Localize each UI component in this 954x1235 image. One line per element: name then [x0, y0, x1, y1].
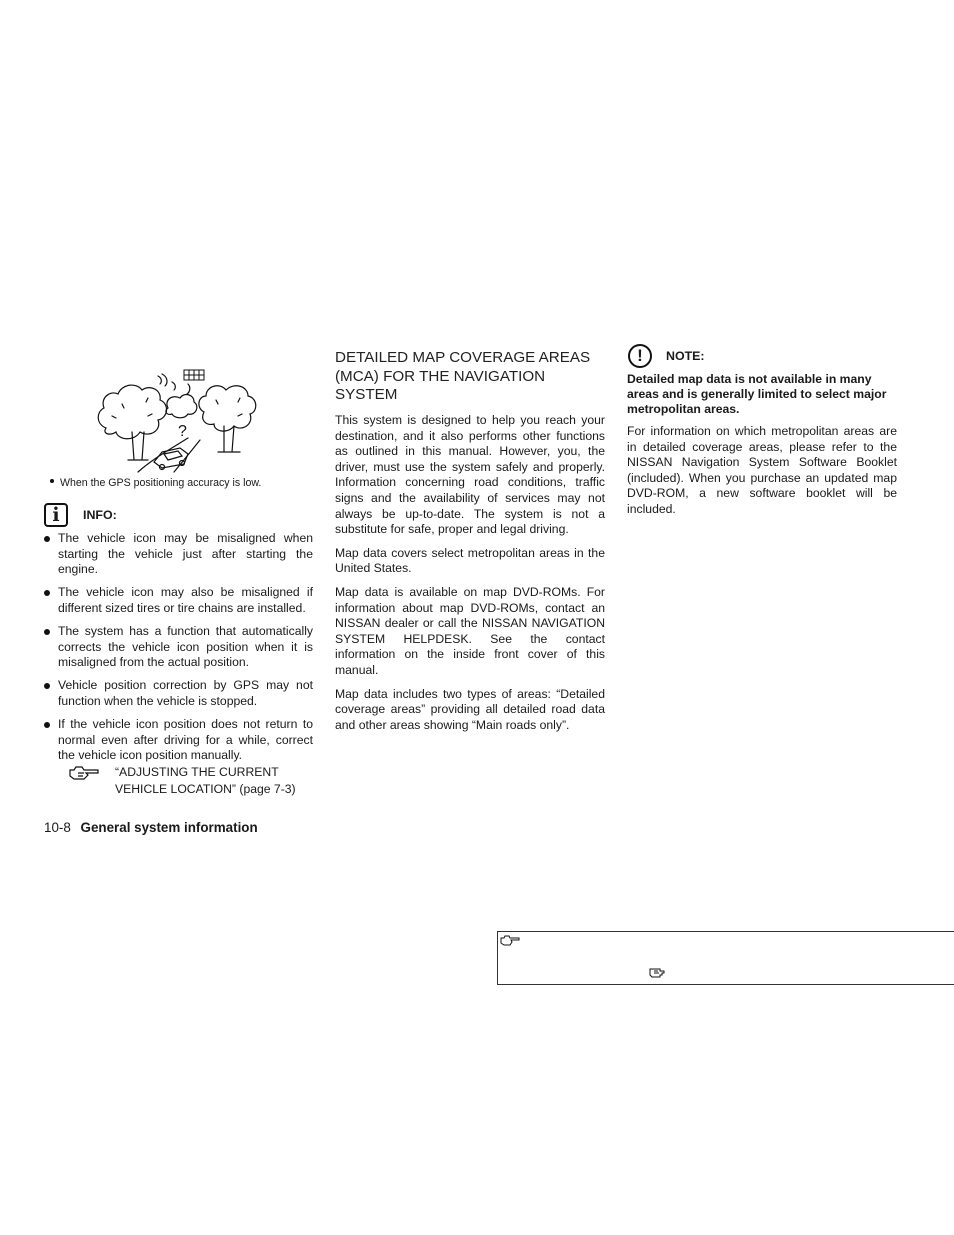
paragraph: Map data covers select metropolitan areas in the United States.	[335, 545, 605, 576]
bullet-dot	[50, 479, 54, 483]
pointing-hand-icon	[68, 764, 100, 782]
info-label: INFO:	[83, 508, 117, 522]
section-title: General system information	[80, 820, 258, 835]
figure-caption: When the GPS positioning accuracy is low.	[50, 476, 261, 490]
list-item: If the vehicle icon position does not return to normal even after driving for a while, correct the vehicle icon position manually.	[44, 717, 313, 764]
list-item: The vehicle icon may also be misaligned if different sized tires or tire chains are installed.	[44, 585, 313, 616]
pointing-hand-icon	[500, 934, 520, 948]
paragraph: This system is designed to help you reach your destination, and it also performs other functions as outlined in this manual. However, you, the driver, must use the system safely and properly. Information concerning road conditions, traffic signs and the availability of services may not always be up-to-date. The system is not a substitute for safe, proper and legal driving.	[335, 413, 605, 537]
reference-box	[497, 931, 954, 985]
note-warning-text: Detailed map data is not available in many areas and is generally limited to select major metropolitan areas.	[627, 372, 887, 416]
reference-link[interactable]: “ADJUSTING THE CURRENT VEHICLE LOCATION” (page 7-3)	[115, 765, 296, 796]
info-bullet-list	[44, 531, 313, 771]
exclamation-icon: !	[628, 344, 652, 368]
info-heading	[44, 502, 117, 528]
list-item: The vehicle icon may be misaligned when starting the vehicle just after starting the engine.	[44, 531, 313, 578]
mca-heading: DETAILED MAP COVERAGE AREAS (MCA) FOR THE NAVIGATION SYSTEM	[335, 349, 591, 404]
hand-icon	[648, 966, 668, 980]
gps-trees-illustration	[92, 368, 272, 474]
list-item: The system has a function that automatically corrects the vehicle icon position when it is misaligned from the actual position.	[44, 624, 313, 671]
note-label: NOTE:	[666, 349, 705, 363]
page-footer	[44, 820, 258, 835]
list-item: Vehicle position correction by GPS may not function when the vehicle is stopped.	[44, 678, 313, 709]
paragraph: Map data includes two types of areas: “Detailed coverage areas” providing all detailed road data and other areas showing “Main roads only”.	[335, 686, 605, 732]
note-heading	[628, 344, 705, 368]
note-body-text: For information on which metropolitan areas are in detailed coverage areas, please refer to the NISSAN Navigation System Software Booklet (included). When you purchase an updated map DVD-ROM, a new software booklet will be included.	[627, 424, 897, 516]
cross-reference[interactable]	[68, 764, 318, 798]
info-icon: i	[44, 503, 68, 527]
paragraph: Map data is available on map DVD-ROMs. For information about map DVD-ROMs, contact an NISSAN dealer or call the NISSAN NAVIGATION SYSTEM HELPDESK. See the contact information on the inside front cover of this manual.	[335, 584, 605, 677]
question-mark: ?	[178, 423, 187, 440]
mca-body	[335, 413, 605, 741]
page-number: 10-8	[44, 820, 71, 835]
